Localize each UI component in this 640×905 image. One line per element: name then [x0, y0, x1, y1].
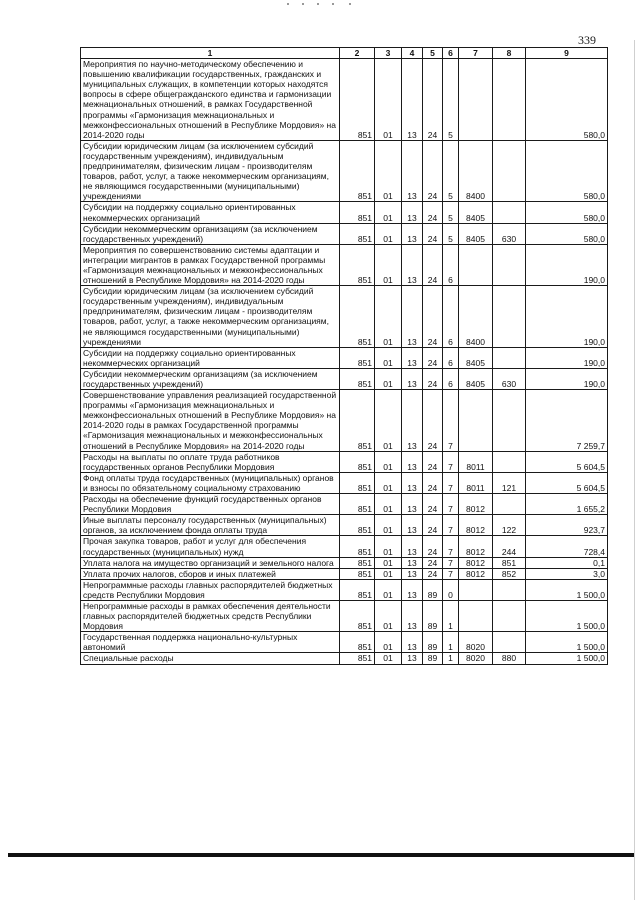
header-cell-3: 3 [375, 48, 402, 59]
row-code-direction: 8405 [459, 347, 493, 368]
row-amount: 5 604,5 [526, 472, 608, 493]
row-description: Уплата налога на имущество организаций и земельного налога [81, 557, 340, 568]
row-code-direction: 8400 [459, 286, 493, 348]
row-amount: 190,0 [526, 368, 608, 389]
row-code-subsection: 13 [402, 494, 423, 515]
table-row [81, 632, 608, 653]
row-amount: 580,0 [526, 202, 608, 223]
table-row [81, 600, 608, 631]
table-row [81, 390, 608, 452]
table-row [81, 286, 608, 348]
row-code-subprogram: 7 [443, 472, 459, 493]
row-code-expense-type: 122 [493, 515, 526, 536]
row-description: Прочая закупка товаров, работ и услуг для обеспечения государственных (муниципальных) нужд [81, 536, 340, 557]
row-code-program: 24 [423, 223, 443, 244]
row-code-subsection: 13 [402, 653, 423, 664]
row-description: Мероприятия по совершенствованию системы адаптации и интеграции мигрантов в рамках Государственной программы «Гармонизация межнациональных и межконфессиональных отношений в Республике Мордовия» на 2014-2020 годы [81, 244, 340, 285]
row-code-program: 24 [423, 286, 443, 348]
row-amount: 580,0 [526, 59, 608, 141]
row-description: Расходы на выплаты по оплате труда работников государственных органов Республики Мордовия [81, 451, 340, 472]
row-code-program: 24 [423, 140, 443, 202]
row-amount: 1 500,0 [526, 579, 608, 600]
row-code-subprogram: 1 [443, 653, 459, 664]
row-amount: 1 655,2 [526, 494, 608, 515]
row-code-ministry: 851 [340, 286, 375, 348]
header-row [81, 48, 608, 59]
row-amount: 0,1 [526, 557, 608, 568]
row-code-expense-type [493, 494, 526, 515]
row-code-program: 89 [423, 632, 443, 653]
header-cell-2: 2 [340, 48, 375, 59]
row-code-direction [459, 59, 493, 141]
row-description: Расходы на обеспечение функций государственных органов Республики Мордовия [81, 494, 340, 515]
row-code-program: 24 [423, 59, 443, 141]
row-code-expense-type: 630 [493, 223, 526, 244]
row-code-expense-type [493, 202, 526, 223]
row-code-expense-type: 244 [493, 536, 526, 557]
page-number: 339 [578, 33, 596, 47]
row-code-subsection: 13 [402, 347, 423, 368]
row-code-ministry: 851 [340, 536, 375, 557]
row-code-subprogram: 5 [443, 223, 459, 244]
row-code-subsection: 13 [402, 536, 423, 557]
row-amount: 1 500,0 [526, 653, 608, 664]
row-description: Субсидии юридическим лицам (за исключением субсидий государственным учреждениям), индивидуальным предпринимателям, физическим лицам - производителям товаров, работ, услуг, а также некоммерческим организациям, не являющимся государственными (муниципальными) учреждениями [81, 140, 340, 202]
header-cell-9: 9 [526, 48, 608, 59]
row-code-section: 01 [375, 579, 402, 600]
row-code-subprogram: 5 [443, 202, 459, 223]
row-code-section: 01 [375, 347, 402, 368]
row-code-expense-type [493, 600, 526, 631]
row-code-expense-type [493, 244, 526, 285]
row-amount: 190,0 [526, 347, 608, 368]
row-code-expense-type: 880 [493, 653, 526, 664]
row-description: Непрограммные расходы главных распорядителей бюджетных средств Республики Мордовия [81, 579, 340, 600]
row-description: Государственная поддержка национально-культурных автономий [81, 632, 340, 653]
row-description: Уплата прочих налогов, сборов и иных платежей [81, 568, 340, 579]
row-description: Иные выплаты персоналу государственных (муниципальных) органов, за исключением фонда оплаты труда [81, 515, 340, 536]
row-code-subsection: 13 [402, 286, 423, 348]
row-code-subsection: 13 [402, 202, 423, 223]
row-code-program: 24 [423, 536, 443, 557]
row-code-direction [459, 244, 493, 285]
row-code-subsection: 13 [402, 472, 423, 493]
row-code-direction: 8012 [459, 557, 493, 568]
row-code-program: 24 [423, 494, 443, 515]
row-code-program: 89 [423, 579, 443, 600]
header-cell-4: 4 [402, 48, 423, 59]
row-description: Субсидии некоммерческим организациям (за исключением государственных учреждений) [81, 368, 340, 389]
row-code-program: 24 [423, 568, 443, 579]
row-code-subprogram: 7 [443, 557, 459, 568]
header-cell-7: 7 [459, 48, 493, 59]
row-code-expense-type: 630 [493, 368, 526, 389]
row-code-subsection: 13 [402, 451, 423, 472]
table-row [81, 568, 608, 579]
row-amount: 5 604,5 [526, 451, 608, 472]
row-code-ministry: 851 [340, 653, 375, 664]
row-code-direction: 8405 [459, 368, 493, 389]
budget-table [80, 47, 608, 665]
table-row [81, 223, 608, 244]
table-row [81, 494, 608, 515]
row-code-program: 24 [423, 347, 443, 368]
row-code-expense-type [493, 451, 526, 472]
table-row [81, 140, 608, 202]
row-amount: 728,4 [526, 536, 608, 557]
row-code-subprogram: 6 [443, 286, 459, 348]
row-code-subsection: 13 [402, 557, 423, 568]
row-code-ministry: 851 [340, 632, 375, 653]
row-code-subprogram: 7 [443, 451, 459, 472]
row-code-direction: 8012 [459, 494, 493, 515]
row-code-program: 24 [423, 244, 443, 285]
row-code-ministry: 851 [340, 244, 375, 285]
row-code-ministry: 851 [340, 368, 375, 389]
row-description: Специальные расходы [81, 653, 340, 664]
row-code-subsection: 13 [402, 579, 423, 600]
row-code-section: 01 [375, 286, 402, 348]
row-code-section: 01 [375, 557, 402, 568]
row-description: Фонд оплаты труда государственных (муниципальных) органов и взносы по обязательному социальному страхованию [81, 472, 340, 493]
row-code-expense-type [493, 579, 526, 600]
table-row [81, 472, 608, 493]
header-cell-8: 8 [493, 48, 526, 59]
row-code-direction: 8405 [459, 223, 493, 244]
row-code-ministry: 851 [340, 59, 375, 141]
row-code-subsection: 13 [402, 632, 423, 653]
row-code-ministry: 851 [340, 515, 375, 536]
row-code-direction: 8020 [459, 632, 493, 653]
row-code-section: 01 [375, 653, 402, 664]
row-code-subsection: 13 [402, 600, 423, 631]
row-code-direction: 8405 [459, 202, 493, 223]
row-code-ministry: 851 [340, 557, 375, 568]
row-code-section: 01 [375, 472, 402, 493]
row-code-subprogram: 1 [443, 632, 459, 653]
row-amount: 923,7 [526, 515, 608, 536]
row-description: Мероприятия по научно-методическому обеспечению и повышению квалификации государственных, гражданских и муниципальных служащих, в компетенции которых находятся вопросы в сфере общегражданского единства и гармонизации межнациональных отношений, в рамках Государственной программы «Гармонизация межнациональных и межконфессиональных отношений в Республике Мордовия» на 2014-2020 годы [81, 59, 340, 141]
row-amount: 1 500,0 [526, 600, 608, 631]
row-code-program: 24 [423, 451, 443, 472]
row-code-expense-type [493, 347, 526, 368]
row-code-direction [459, 390, 493, 452]
table-row [81, 653, 608, 664]
row-code-expense-type: 121 [493, 472, 526, 493]
row-code-subsection: 13 [402, 223, 423, 244]
row-code-subprogram: 7 [443, 390, 459, 452]
row-code-subprogram: 5 [443, 59, 459, 141]
table-body [81, 59, 608, 664]
row-code-subsection: 13 [402, 244, 423, 285]
row-code-expense-type [493, 390, 526, 452]
row-code-direction: 8400 [459, 140, 493, 202]
row-code-subprogram: 5 [443, 140, 459, 202]
row-code-direction: 8012 [459, 536, 493, 557]
table-row [81, 451, 608, 472]
row-description: Совершенствование управления реализацией государственной программы «Гармонизация межнациональных и межконфессиональных отношений в Республике Мордовия» на 2014-2020 годы в рамках Государственной программы «Гармонизация межнациональных и межконфессиональных отношений в Республике Мордовия» на 2014-2020 годы [81, 390, 340, 452]
row-code-ministry: 851 [340, 140, 375, 202]
row-code-program: 89 [423, 653, 443, 664]
row-code-section: 01 [375, 140, 402, 202]
table-row [81, 202, 608, 223]
row-code-direction: 8011 [459, 451, 493, 472]
header-cell-6: 6 [443, 48, 459, 59]
row-code-section: 01 [375, 59, 402, 141]
row-code-program: 24 [423, 368, 443, 389]
row-code-ministry: 851 [340, 202, 375, 223]
row-code-ministry: 851 [340, 472, 375, 493]
table-row [81, 536, 608, 557]
row-code-program: 24 [423, 515, 443, 536]
table-row [81, 515, 608, 536]
row-code-expense-type [493, 59, 526, 141]
row-code-expense-type [493, 632, 526, 653]
row-code-expense-type [493, 140, 526, 202]
row-code-direction: 8012 [459, 568, 493, 579]
row-code-ministry: 851 [340, 451, 375, 472]
row-code-ministry: 851 [340, 390, 375, 452]
row-code-ministry: 851 [340, 223, 375, 244]
row-code-section: 01 [375, 244, 402, 285]
row-code-section: 01 [375, 515, 402, 536]
row-code-direction: 8020 [459, 653, 493, 664]
row-code-direction [459, 579, 493, 600]
table-row [81, 368, 608, 389]
row-code-direction: 8011 [459, 472, 493, 493]
row-amount: 580,0 [526, 140, 608, 202]
row-amount: 190,0 [526, 244, 608, 285]
row-code-ministry: 851 [340, 600, 375, 631]
row-description: Субсидии на поддержку социально ориентированных некоммерческих организаций [81, 202, 340, 223]
row-code-expense-type: 852 [493, 568, 526, 579]
row-description: Субсидии юридическим лицам (за исключением субсидий государственным учреждениям), индивидуальным предпринимателям, физическим лицам - производителям товаров, работ, услуг, а также некоммерческим организациям, не являющимся государственными (муниципальными) учреждениями [81, 286, 340, 348]
row-amount: 190,0 [526, 286, 608, 348]
row-code-subsection: 13 [402, 515, 423, 536]
table-row [81, 244, 608, 285]
row-amount: 1 500,0 [526, 632, 608, 653]
row-code-program: 24 [423, 557, 443, 568]
row-code-section: 01 [375, 223, 402, 244]
row-code-ministry: 851 [340, 568, 375, 579]
row-code-subprogram: 7 [443, 515, 459, 536]
row-code-section: 01 [375, 451, 402, 472]
table-row [81, 347, 608, 368]
row-code-subprogram: 7 [443, 568, 459, 579]
row-code-section: 01 [375, 202, 402, 223]
row-code-program: 24 [423, 202, 443, 223]
row-amount: 3,0 [526, 568, 608, 579]
row-code-program: 89 [423, 600, 443, 631]
row-code-subprogram: 7 [443, 536, 459, 557]
row-code-section: 01 [375, 536, 402, 557]
header-cell-5: 5 [423, 48, 443, 59]
row-code-direction: 8012 [459, 515, 493, 536]
row-code-subprogram: 7 [443, 494, 459, 515]
row-code-subprogram: 6 [443, 347, 459, 368]
row-code-subsection: 13 [402, 390, 423, 452]
row-code-program: 24 [423, 390, 443, 452]
row-code-section: 01 [375, 390, 402, 452]
row-code-section: 01 [375, 368, 402, 389]
row-code-subsection: 13 [402, 140, 423, 202]
row-code-section: 01 [375, 600, 402, 631]
row-description: Субсидии на поддержку социально ориентированных некоммерческих организаций [81, 347, 340, 368]
bottom-rule [8, 853, 634, 857]
row-code-section: 01 [375, 494, 402, 515]
row-code-ministry: 851 [340, 494, 375, 515]
row-amount: 7 259,7 [526, 390, 608, 452]
table-row [81, 557, 608, 568]
row-code-section: 01 [375, 632, 402, 653]
scan-speck-marks [0, 0, 640, 12]
row-code-subsection: 13 [402, 368, 423, 389]
row-code-subprogram: 0 [443, 579, 459, 600]
header-cell-1: 1 [81, 48, 340, 59]
table-row [81, 579, 608, 600]
scan-edge-line [634, 40, 635, 900]
row-code-program: 24 [423, 472, 443, 493]
row-code-ministry: 851 [340, 347, 375, 368]
row-code-subprogram: 6 [443, 368, 459, 389]
row-code-subsection: 13 [402, 59, 423, 141]
row-code-direction [459, 600, 493, 631]
row-code-subprogram: 1 [443, 600, 459, 631]
row-code-expense-type: 851 [493, 557, 526, 568]
row-code-subprogram: 6 [443, 244, 459, 285]
row-code-subsection: 13 [402, 568, 423, 579]
row-code-ministry: 851 [340, 579, 375, 600]
row-description: Непрограммные расходы в рамках обеспечения деятельности главных распорядителей бюджетных средств Республики Мордовия [81, 600, 340, 631]
row-description: Субсидии некоммерческим организациям (за исключением государственных учреждений) [81, 223, 340, 244]
row-amount: 580,0 [526, 223, 608, 244]
row-code-expense-type [493, 286, 526, 348]
table-row [81, 59, 608, 141]
row-code-section: 01 [375, 568, 402, 579]
